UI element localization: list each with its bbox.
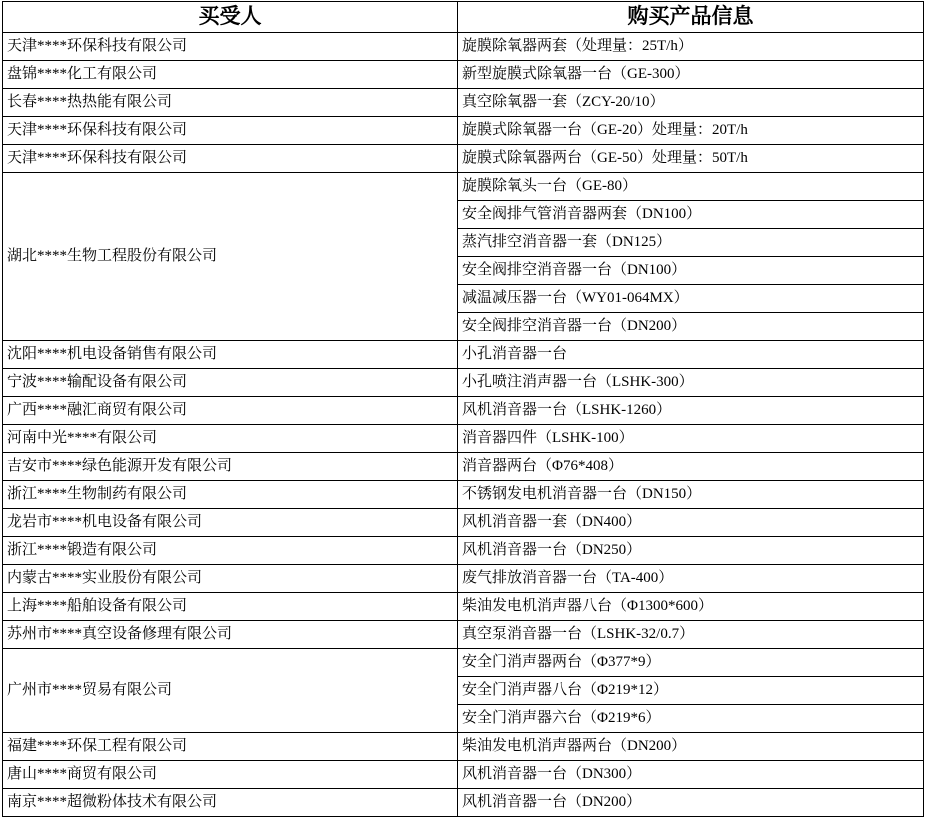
- product-cell: 不锈钢发电机消音器一台（DN150）: [458, 481, 924, 509]
- product-cell: 安全门消声器两台（Φ377*9）: [458, 649, 924, 677]
- product-cell: 真空泵消音器一台（LSHK-32/0.7）: [458, 621, 924, 649]
- table-row: [3, 33, 924, 61]
- product-cell: 消音器四件（LSHK-100）: [458, 425, 924, 453]
- product-cell: 小孔消音器一台: [458, 341, 924, 369]
- buyer-cell: 龙岩市****机电设备有限公司: [3, 509, 458, 537]
- table-row: [3, 341, 924, 369]
- product-cell: 旋膜除氧器两套（处理量：25T/h）: [458, 33, 924, 61]
- table-row: [3, 481, 924, 509]
- product-cell: 风机消音器一台（LSHK-1260）: [458, 397, 924, 425]
- product-cell: 安全阀排气管消音器两套（DN100）: [458, 201, 924, 229]
- column-header-product: 购买产品信息: [458, 2, 924, 33]
- table-row: [3, 733, 924, 761]
- table-body: [3, 33, 924, 817]
- buyer-cell: 唐山****商贸有限公司: [3, 761, 458, 789]
- table-row: [3, 761, 924, 789]
- table-row: [3, 537, 924, 565]
- table-row: [3, 593, 924, 621]
- product-cell: 旋膜除氧头一台（GE-80）: [458, 173, 924, 201]
- table-row: [3, 117, 924, 145]
- buyer-cell: 福建****环保工程有限公司: [3, 733, 458, 761]
- table-row: [3, 173, 924, 201]
- buyer-cell: 天津****环保科技有限公司: [3, 117, 458, 145]
- table-row: [3, 145, 924, 173]
- buyer-cell: 天津****环保科技有限公司: [3, 145, 458, 173]
- table-row: [3, 89, 924, 117]
- product-cell: 安全阀排空消音器一台（DN200）: [458, 313, 924, 341]
- document-sheet: [0, 1, 925, 817]
- product-cell: 安全门消声器六台（Φ219*6）: [458, 705, 924, 733]
- buyer-cell: 盘锦****化工有限公司: [3, 61, 458, 89]
- table-row: [3, 621, 924, 649]
- buyer-cell: 吉安市****绿色能源开发有限公司: [3, 453, 458, 481]
- buyer-cell: 上海****船舶设备有限公司: [3, 593, 458, 621]
- product-cell: 废气排放消音器一台（TA-400）: [458, 565, 924, 593]
- buyer-cell: 广西****融汇商贸有限公司: [3, 397, 458, 425]
- table-header: [3, 2, 924, 33]
- buyer-cell: 内蒙古****实业股份有限公司: [3, 565, 458, 593]
- table-row: [3, 453, 924, 481]
- buyer-cell: 长春****热热能有限公司: [3, 89, 458, 117]
- buyer-cell: 宁波****输配设备有限公司: [3, 369, 458, 397]
- product-cell: 风机消音器一套（DN400）: [458, 509, 924, 537]
- table-row: [3, 509, 924, 537]
- buyer-cell: 天津****环保科技有限公司: [3, 33, 458, 61]
- product-cell: 真空除氧器一套（ZCY-20/10）: [458, 89, 924, 117]
- product-cell: 安全阀排空消音器一台（DN100）: [458, 257, 924, 285]
- table-row: [3, 565, 924, 593]
- product-cell: 旋膜式除氧器一台（GE-20）处理量：20T/h: [458, 117, 924, 145]
- buyer-product-table: [2, 1, 924, 817]
- product-cell: 柴油发电机消声器两台（DN200）: [458, 733, 924, 761]
- buyer-cell: 沈阳****机电设备销售有限公司: [3, 341, 458, 369]
- product-cell: 安全门消声器八台（Φ219*12）: [458, 677, 924, 705]
- product-cell: 消音器两台（Φ76*408）: [458, 453, 924, 481]
- product-cell: 小孔喷注消声器一台（LSHK-300）: [458, 369, 924, 397]
- column-header-buyer: 买受人: [3, 2, 458, 33]
- buyer-cell: 南京****超微粉体技术有限公司: [3, 789, 458, 817]
- product-cell: 新型旋膜式除氧器一台（GE-300）: [458, 61, 924, 89]
- product-cell: 风机消音器一台（DN250）: [458, 537, 924, 565]
- product-cell: 风机消音器一台（DN300）: [458, 761, 924, 789]
- table-header-row: [3, 2, 924, 33]
- buyer-cell: 湖北****生物工程股份有限公司: [3, 173, 458, 341]
- buyer-cell: 苏州市****真空设备修理有限公司: [3, 621, 458, 649]
- buyer-cell: 浙江****锻造有限公司: [3, 537, 458, 565]
- product-cell: 蒸汽排空消音器一套（DN125）: [458, 229, 924, 257]
- product-cell: 减温减压器一台（WY01-064MX）: [458, 285, 924, 313]
- product-cell: 风机消音器一台（DN200）: [458, 789, 924, 817]
- buyer-cell: 浙江****生物制药有限公司: [3, 481, 458, 509]
- buyer-cell: 广州市****贸易有限公司: [3, 649, 458, 733]
- product-cell: 旋膜式除氧器两台（GE-50）处理量：50T/h: [458, 145, 924, 173]
- table-row: [3, 425, 924, 453]
- table-row: [3, 61, 924, 89]
- table-row: [3, 369, 924, 397]
- buyer-cell: 河南中光****有限公司: [3, 425, 458, 453]
- table-row: [3, 397, 924, 425]
- table-row: [3, 649, 924, 677]
- product-cell: 柴油发电机消声器八台（Φ1300*600）: [458, 593, 924, 621]
